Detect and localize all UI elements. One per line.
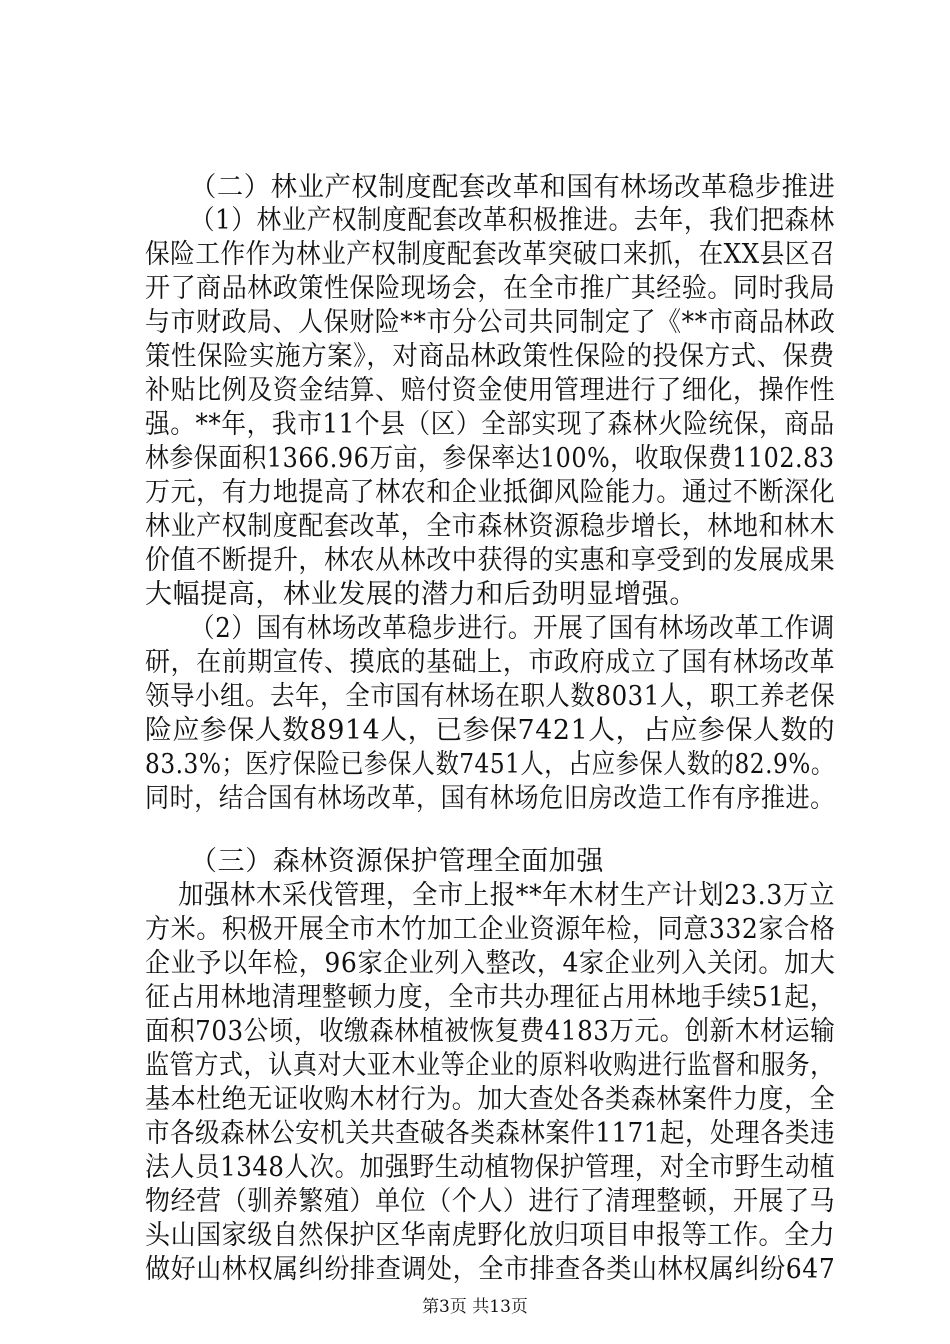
- paragraph-line: 征占用林地清理整顿力度，全市共办理征占用林地手续51起，: [145, 982, 836, 1013]
- paragraph-line: 补贴比例及资金结算、赔付资金使用管理进行了细化，操作性: [145, 375, 836, 406]
- paragraph-line: 企业予以年检，96家企业列入整改，4家企业列入关闭。加大: [145, 948, 836, 979]
- paragraph-line: 监管方式，认真对大亚木业等企业的原料收购进行监督和服务，: [145, 1050, 835, 1081]
- paragraph-line: 83.3%；医疗保险已参保人数7451人，占应参保人数的82.9%。: [145, 749, 835, 780]
- paragraph-line: 领导小组。去年，全市国有林场在职人数8031人，职工养老保: [145, 681, 836, 712]
- paragraph-line: 林参保面积1366.96万亩，参保率达100%，收取保费1102.83: [145, 443, 835, 474]
- paragraph-line: 头山国家级自然保护区华南虎野化放归项目申报等工作。全力: [145, 1220, 836, 1251]
- paragraph-line: 市各级森林公安机关共查破各类森林案件1171起，处理各类违: [145, 1118, 836, 1149]
- paragraph-line: 万元，有力地提高了林农和企业抵御风险能力。通过不断深化: [145, 477, 836, 508]
- paragraph-line: 策性保险实施方案》，对商品林政策性保险的投保方式、保费: [145, 341, 835, 372]
- paragraph-line: 做好山林权属纠纷排查调处，全市排查各类山林权属纠纷647: [145, 1254, 836, 1285]
- paragraph-line: 物经营（驯养繁殖）单位（个人）进行了清理整顿，开展了马: [145, 1186, 836, 1217]
- paragraph-line: 大幅提高，林业发展的潜力和后劲明显增强。: [145, 579, 697, 610]
- paragraph-line: 面积703公顷，收缴森林植被恢复费4183万元。创新木材运输: [145, 1016, 836, 1047]
- paragraph-line: 价值不断提升，林农从林改中获得的实惠和享受到的发展成果: [145, 545, 836, 576]
- paragraph-line: 与市财政局、人保财险**市分公司共同制定了《**市商品林政: [145, 307, 836, 338]
- paragraph-line: （2）国有林场改革稳步进行。开展了国有林场改革工作调: [190, 613, 835, 644]
- paragraph-line: 基本杜绝无证收购木材行为。加大查处各类森林案件力度，全: [145, 1084, 836, 1115]
- paragraph-line: （1）林业产权制度配套改革积极推进。去年，我们把森林: [190, 205, 835, 236]
- paragraph-line: 开了商品林政策性保险现场会，在全市推广其经验。同时我局: [145, 273, 836, 304]
- page-footer: 第3页 共13页: [422, 1297, 528, 1317]
- paragraph-line: 法人员1348人次。加强野生动植物保护管理，对全市野生动植: [145, 1152, 836, 1183]
- paragraph-line: 险应参保人数8914人，已参保7421人，占应参保人数的: [145, 715, 836, 746]
- section-heading: （二）林业产权制度配套改革和国有林场改革稳步推进: [190, 172, 836, 203]
- paragraph-line: 强。**年，我市11个县（区）全部实现了森林火险统保，商品: [145, 409, 835, 440]
- paragraph-line: 研，在前期宣传、摸底的基础上，市政府成立了国有林场改革: [145, 647, 836, 678]
- paragraph-line: 林业产权制度配套改革，全市森林资源稳步增长，林地和林木: [145, 511, 836, 542]
- section-heading: （三）森林资源保护管理全面加强: [190, 846, 604, 877]
- paragraph-line: 保险工作作为林业产权制度配套改革突破口来抓，在XX县区召: [145, 239, 836, 270]
- paragraph-line: 加强林木采伐管理，全市上报**年木材生产计划23.3万立: [178, 880, 835, 911]
- paragraph-line: 同时，结合国有林场改革，国有林场危旧房改造工作有序推进。: [145, 783, 835, 814]
- paragraph-line: 方米。积极开展全市木竹加工企业资源年检，同意332家合格: [145, 914, 836, 945]
